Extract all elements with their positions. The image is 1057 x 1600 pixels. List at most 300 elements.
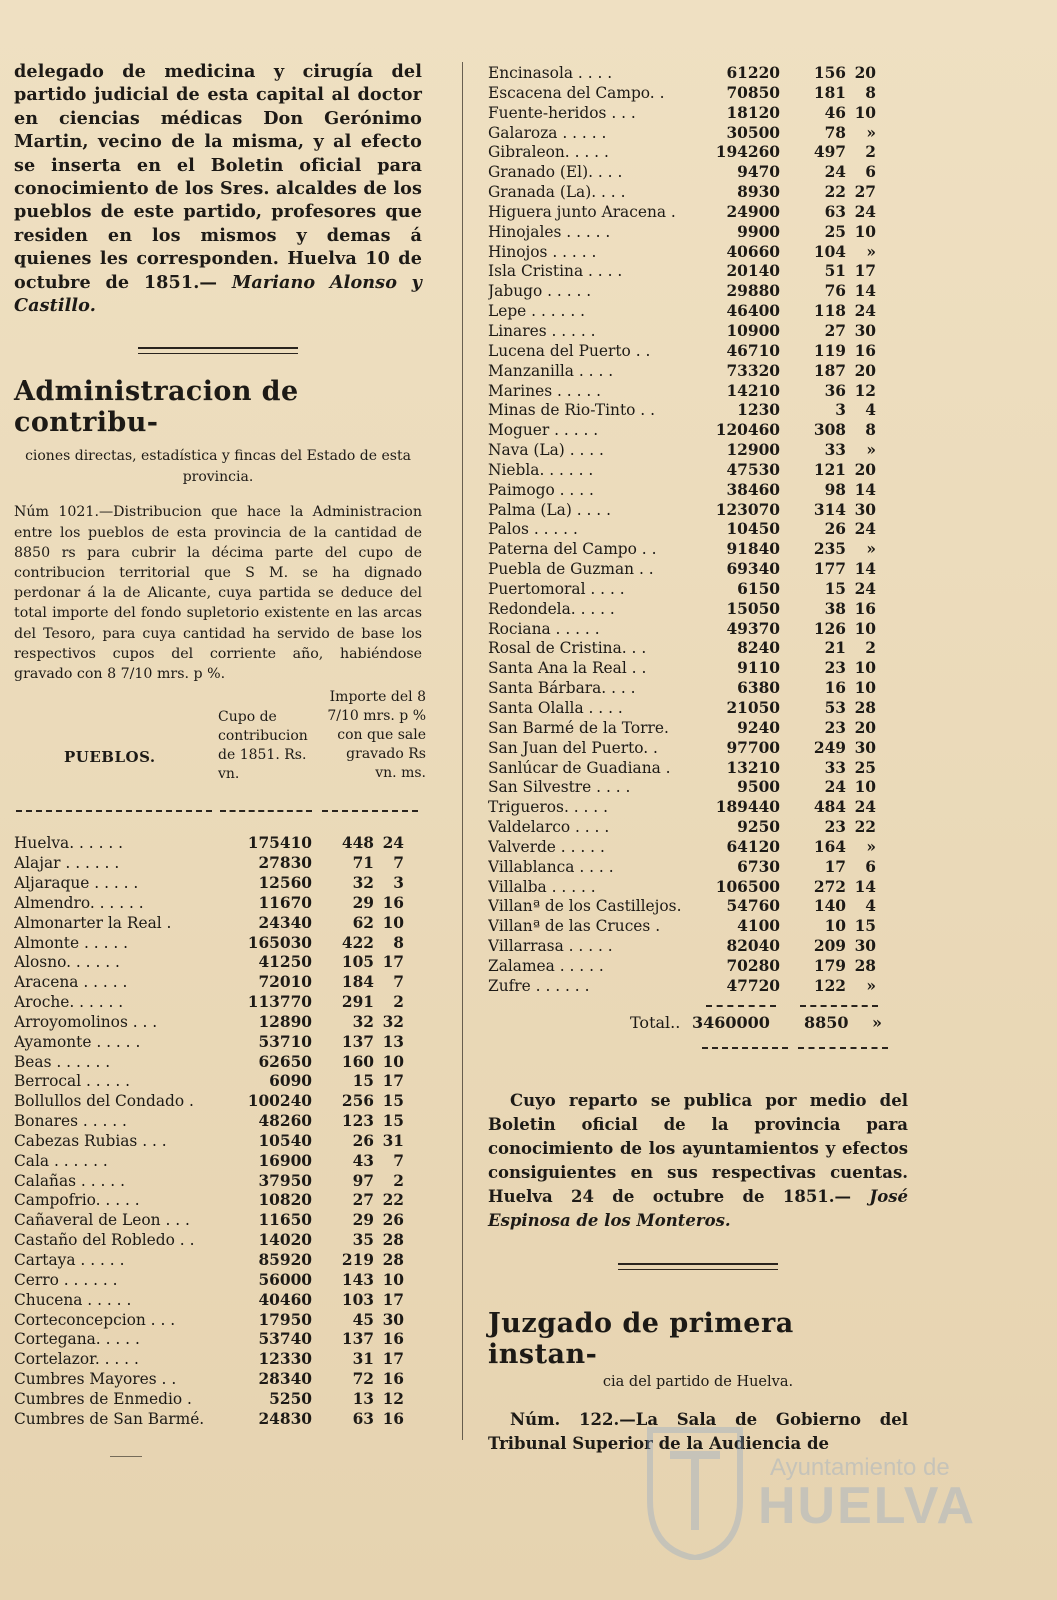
cupo-value: 12560 [258,873,312,892]
cupo-value: 6730 [737,857,780,876]
rs-value: 177 [813,560,846,579]
ms-value: 30 [854,321,876,340]
ms-value: 16 [854,599,876,618]
ms-value: 12 [382,1389,404,1408]
cupo-value: 123070 [715,500,780,519]
town-name: Chucena . . . . . [14,1290,132,1309]
table-row [488,262,876,282]
town-name: Alosno. . . . . . [14,953,120,972]
table-row [14,1152,404,1172]
rs-value: 3 [835,401,846,420]
ms-value: 10 [854,619,876,638]
town-name: Manzanilla . . . . [488,361,614,380]
cupo-value: 70850 [726,83,780,102]
ms-value: 28 [382,1231,404,1250]
town-name: Aroche. . . . . . [14,993,124,1012]
ms-value: » [866,441,876,460]
table-row [488,739,876,759]
cupo-value: 20140 [726,262,780,281]
cupo-value: 91840 [726,540,780,559]
ms-value: 17 [382,1072,404,1091]
header-rule [14,808,422,818]
table-row [14,1330,404,1350]
cupo-value: 194260 [715,143,780,162]
town-name: Aracena . . . . . [14,973,128,992]
rs-value: 156 [813,64,846,82]
ms-value: 16 [382,1370,404,1389]
table-row [488,540,876,560]
rs-value: 256 [341,1092,374,1111]
closing-paragraph [488,1089,908,1233]
rs-value: 23 [824,718,846,737]
ms-value: 14 [854,877,876,896]
ms-value: 31 [382,1131,404,1150]
table-row [14,1251,404,1271]
header-pueblos: PUEBLOS. [64,748,156,767]
town-name: Almonarter la Real . [14,913,172,932]
intro-paragraph [14,60,422,317]
rs-value: 33 [824,758,846,777]
ms-value: 3 [393,873,404,892]
table-row [488,501,876,521]
section-title-administracion: Administracion de contribu- [14,376,299,439]
cupo-value: 9240 [737,718,780,737]
ms-value: 13 [382,1032,404,1051]
cupo-value: 9900 [737,222,780,241]
cupo-value: 72010 [258,973,312,992]
town-name: Alajar . . . . . . [14,854,120,873]
table-row [488,600,876,620]
rs-value: 22 [824,183,846,202]
town-name: Gibraleon. . . . . [488,143,609,162]
cupo-value: 5250 [269,1389,312,1408]
rs-value: 29 [352,893,374,912]
town-name: Arroyomolinos . . . [14,1012,158,1031]
ms-value: 17 [382,1290,404,1309]
town-name: Encinasola . . . . [488,64,613,82]
table-row [488,243,876,263]
rs-value: 121 [813,460,846,479]
rs-value: 33 [824,441,846,460]
ms-value: 16 [854,341,876,360]
cupo-value: 11650 [258,1211,312,1230]
table-row [488,520,876,540]
cupo-value: 6090 [269,1072,312,1091]
table-row [488,620,876,640]
cupo-value: 62650 [258,1052,312,1071]
town-name: Berrocal . . . . . [14,1072,131,1091]
ms-value: 10 [382,1052,404,1071]
rs-value: 209 [813,937,846,956]
ms-value: 30 [854,937,876,956]
ms-value: » [866,976,876,995]
table-row [488,64,876,84]
ms-value: 27 [854,183,876,202]
cupo-value: 53710 [258,1032,312,1051]
section-title-juzgado: Juzgado de primera instan- [488,1307,794,1370]
rs-value: 27 [824,321,846,340]
town-name: San Juan del Puerto. . [488,738,658,757]
cupo-value: 27830 [258,854,312,873]
town-name: Isla Cristina . . . . [488,262,623,281]
rs-value: 62 [352,913,374,932]
rs-value: 164 [813,837,846,856]
total-label: Total.. [630,1012,681,1032]
intro-text: delegado de medicina y cirugía del partido judicial de esta capital al doctor en ciencias médicas Don Gerónimo Martin, vecino de la misma, y al efecto se inserta en el Boletin oficial para conocimiento de los Sres. alcaldes de los pueblos de este partido, profesores que residen en los mismos y demas á quienes les corresponden. Huelva 10 de octubre de 1851.— [14,61,422,293]
rs-value: 181 [813,83,846,102]
rs-value: 38 [824,599,846,618]
table-row [488,104,876,124]
ms-value: 24 [382,834,404,853]
rs-value: 71 [352,854,374,873]
table-left [14,834,404,1429]
table-row [14,1350,404,1370]
rs-value: 23 [824,659,846,678]
total-rule-bottom [488,1045,908,1055]
cupo-value: 21050 [726,699,780,717]
cupo-value: 6150 [737,579,780,598]
ms-value: 30 [382,1310,404,1329]
cupo-value: 10450 [726,520,780,539]
ms-value: 15 [382,1092,404,1111]
crest-icon [640,1410,750,1560]
table-row [488,818,876,838]
table-row [488,441,876,461]
rs-value: 137 [341,1032,374,1051]
town-name: Cortelazor. . . . . [14,1350,139,1369]
table-row [14,1271,404,1291]
table-row [14,953,404,973]
table-row [488,778,876,798]
ms-value: 14 [854,560,876,579]
closing-signature: José Espinosa de los Monteros. [488,1186,908,1230]
town-name: Bollullos del Condado . [14,1092,194,1111]
cupo-value: 54760 [726,897,780,916]
town-name: Granada (La). . . . [488,183,626,202]
cupo-value: 24830 [258,1409,312,1428]
ms-value: 4 [865,897,876,916]
table-row [488,719,876,739]
cupo-value: 97700 [726,738,780,757]
rs-value: 448 [341,834,374,853]
ms-value: 20 [854,460,876,479]
table-row [14,854,404,874]
table-row [14,1072,404,1092]
cupo-value: 8930 [737,183,780,202]
ms-value: 8 [865,83,876,102]
rs-value: 25 [824,222,846,241]
town-name: Villarrasa . . . . . [488,937,613,956]
ms-value: 2 [393,1171,404,1190]
town-name: Santa Ana la Real . . [488,659,647,678]
cupo-value: 46400 [726,302,780,321]
rs-value: 126 [813,619,846,638]
rs-value: 46 [824,103,846,122]
table-row [14,1092,404,1112]
table-row [488,659,876,679]
cupo-value: 4100 [737,917,780,936]
town-name: San Silvestre . . . . [488,778,631,797]
ms-value: 16 [382,1409,404,1428]
cupo-value: 46710 [726,341,780,360]
cupo-value: 12890 [258,1012,312,1031]
rs-value: 272 [813,877,846,896]
cupo-value: 10540 [258,1131,312,1150]
town-name: Villanª de los Castillejos. [488,897,682,916]
table-row [14,1311,404,1331]
rs-value: 76 [824,282,846,301]
cupo-value: 106500 [715,877,780,896]
rs-value: 26 [352,1131,374,1150]
ms-value: 6 [865,857,876,876]
rs-value: 32 [352,1012,374,1031]
ms-value: 24 [854,202,876,221]
table-row [488,203,876,223]
rs-value: 97 [352,1171,374,1190]
rs-value: 35 [352,1231,374,1250]
ms-value: » [866,242,876,261]
table-row [14,1033,404,1053]
juzgado-paragraph: Núm. 122.—La Sala de Gobierno del Tribunal Superior de la Audiencia de [488,1409,908,1453]
table-row [14,1211,404,1231]
table-row [488,84,876,104]
rs-value: 235 [813,540,846,559]
town-name: Zalamea . . . . . [488,956,604,975]
intro-signature: Mariano Alonso y Castillo. [14,271,423,317]
ms-value: 10 [854,659,876,678]
ms-value: 28 [382,1251,404,1270]
town-name: Rosal de Cristina. . . [488,639,647,658]
cupo-value: 1230 [737,401,780,420]
cupo-value: 13210 [726,758,780,777]
table-row [14,934,404,954]
rs-value: 29 [352,1211,374,1230]
cupo-value: 38460 [726,480,780,499]
table-row [488,759,876,779]
town-name: Huelva. . . . . . [14,834,124,853]
table-row [14,973,404,993]
table-row [14,914,404,934]
rs-value: 104 [813,242,846,261]
town-name: Palos . . . . . [488,520,578,539]
rs-value: 63 [824,202,846,221]
rs-value: 36 [824,381,846,400]
table-row [488,858,876,878]
ms-value: 28 [854,956,876,975]
right-column [488,64,908,1456]
table-row [14,1053,404,1073]
cupo-value: 30500 [726,123,780,142]
town-name: Palma (La) . . . . [488,500,611,519]
town-name: Aljaraque . . . . . [14,873,139,892]
rs-value: 103 [341,1290,374,1309]
table-row [488,282,876,302]
cupo-value: 69340 [726,560,780,579]
town-name: Almonte . . . . . [14,933,129,952]
rs-value: 219 [341,1251,374,1270]
town-name: Cartaya . . . . . [14,1251,125,1270]
cupo-value: 24340 [258,913,312,932]
rs-value: 249 [813,738,846,757]
table-row [14,1370,404,1390]
table-row [488,421,876,441]
ms-value: 30 [854,500,876,519]
rs-value: 308 [813,421,846,440]
ms-value: 26 [382,1211,404,1230]
ms-value: 7 [393,1151,404,1170]
cupo-value: 120460 [715,421,780,440]
cupo-value: 64120 [726,837,780,856]
table-row [488,580,876,600]
town-name: Higuera junto Aracena . [488,202,676,221]
table-row [14,1231,404,1251]
cupo-value: 24900 [726,202,780,221]
table-row [14,993,404,1013]
town-name: Bonares . . . . . [14,1112,127,1131]
cupo-value: 6380 [737,679,780,698]
rs-value: 63 [352,1409,374,1428]
ms-value: 17 [382,953,404,972]
rs-value: 45 [352,1310,374,1329]
watermark-line1: Ayuntamiento de [770,1454,950,1481]
rs-value: 53 [824,699,846,717]
cupo-value: 189440 [715,798,780,817]
cupo-value: 15050 [726,599,780,618]
table-row [14,1132,404,1152]
town-name: Rociana . . . . . [488,619,600,638]
rs-value: 43 [352,1151,374,1170]
ms-value: 32 [382,1012,404,1031]
town-name: Paimogo . . . . [488,480,594,499]
table-row [488,798,876,818]
cupo-value: 29880 [726,282,780,301]
cupo-value: 56000 [258,1270,312,1289]
rs-value: 179 [813,956,846,975]
town-name: Lucena del Puerto . . [488,341,651,360]
table-row [488,223,876,243]
ms-value: 7 [393,973,404,992]
cupo-value: 10820 [258,1191,312,1210]
town-name: Cumbres de Enmedio . [14,1389,192,1408]
town-name: Castaño del Robledo . . [14,1231,195,1250]
rs-value: 98 [824,480,846,499]
cupo-value: 82040 [726,937,780,956]
table-row [488,560,876,580]
table-row [488,838,876,858]
rs-value: 72 [352,1370,374,1389]
ms-value: 20 [854,718,876,737]
town-name: Galaroza . . . . . [488,123,607,142]
ms-value: 17 [382,1350,404,1369]
cupo-value: 28340 [258,1370,312,1389]
cupo-value: 11670 [258,893,312,912]
watermark-line2: HUELVA [758,1477,977,1535]
town-name: Beas . . . . . . [14,1052,111,1071]
town-name: Sanlúcar de Guadiana . [488,758,671,777]
cupo-value: 73320 [726,361,780,380]
ms-value: 30 [854,738,876,757]
cupo-value: 9470 [737,163,780,182]
ms-value: » [866,540,876,559]
town-name: Zufre . . . . . . [488,976,590,995]
ms-value: 8 [393,933,404,952]
rs-value: 291 [341,993,374,1012]
town-name: Villablanca . . . . [488,857,614,876]
ms-value: 17 [854,262,876,281]
town-name: Campofrio. . . . . [14,1191,140,1210]
ms-value: 15 [854,917,876,936]
town-name: Puertomoral . . . . [488,579,625,598]
ms-value: 10 [854,222,876,241]
table-row [488,342,876,362]
cupo-value: 113770 [247,993,312,1012]
town-name: Niebla. . . . . . [488,460,594,479]
table-header [14,689,426,808]
rs-value: 26 [824,520,846,539]
table-row [488,481,876,501]
table-row [488,957,876,977]
cupo-value: 47530 [726,460,780,479]
ms-value: 7 [393,854,404,873]
ms-value: 10 [382,1270,404,1289]
rs-value: 31 [352,1350,374,1369]
cupo-value: 9250 [737,818,780,837]
ms-value: 2 [393,993,404,1012]
cupo-value: 175410 [247,834,312,853]
rs-value: 123 [341,1112,374,1131]
ms-value: 28 [854,699,876,717]
town-name: Cabezas Rubias . . . [14,1131,167,1150]
rs-value: 137 [341,1330,374,1349]
cupo-value: 9110 [737,659,780,678]
rs-value: 78 [824,123,846,142]
town-name: Fuente-heridos . . . [488,103,636,122]
rs-value: 122 [813,976,846,995]
rs-value: 24 [824,778,846,797]
ms-value: 10 [854,103,876,122]
cupo-value: 8240 [737,639,780,658]
ms-value: 6 [865,163,876,182]
header-cupo: Cupo de contribucion de 1851. Rs. vn. [218,709,308,783]
rs-value: 118 [813,302,846,321]
ms-value: 10 [382,913,404,932]
cupo-value: 49370 [726,619,780,638]
town-name: Puebla de Guzman . . [488,560,654,579]
section-separator-2 [618,1263,778,1270]
town-name: Linares . . . . . [488,321,596,340]
cupo-value: 17950 [258,1310,312,1329]
cupo-value: 165030 [247,933,312,952]
town-name: Valverde . . . . . [488,837,605,856]
table-row [488,679,876,699]
table-row [14,1390,404,1410]
rs-value: 15 [352,1072,374,1091]
distribution-paragraph: Núm 1021.—Distribucion que hace la Administracion entre los pueblos de esta provincia de la cantidad de 8850 rs para cubrir la décima parte del cupo de contribucion territorial que S M. se ha dignado perdonar á la de Alicante, cuya partida se deduce del total importe del fondo supletorio existente en las arcas del Tesoro, para cuya cantidad ha servido de base los respectivos cupos del corriente año, habiéndose gravado con 8 7/10 mrs. p %. [14,504,422,683]
ms-value: 24 [854,520,876,539]
table-row [488,124,876,144]
table-row [14,1191,404,1211]
cupo-value: 40660 [726,242,780,261]
town-name: Redondela. . . . . [488,599,615,618]
column-divider [462,62,463,1440]
printer-mark [110,1450,142,1457]
left-column [14,60,426,1430]
town-name: Hinojos . . . . . [488,242,597,261]
ms-value: 14 [854,480,876,499]
section-subtitle-juzgado: cia del partido de Huelva. [602,1373,794,1390]
cupo-value: 9500 [737,778,780,797]
ms-value: 2 [865,143,876,162]
